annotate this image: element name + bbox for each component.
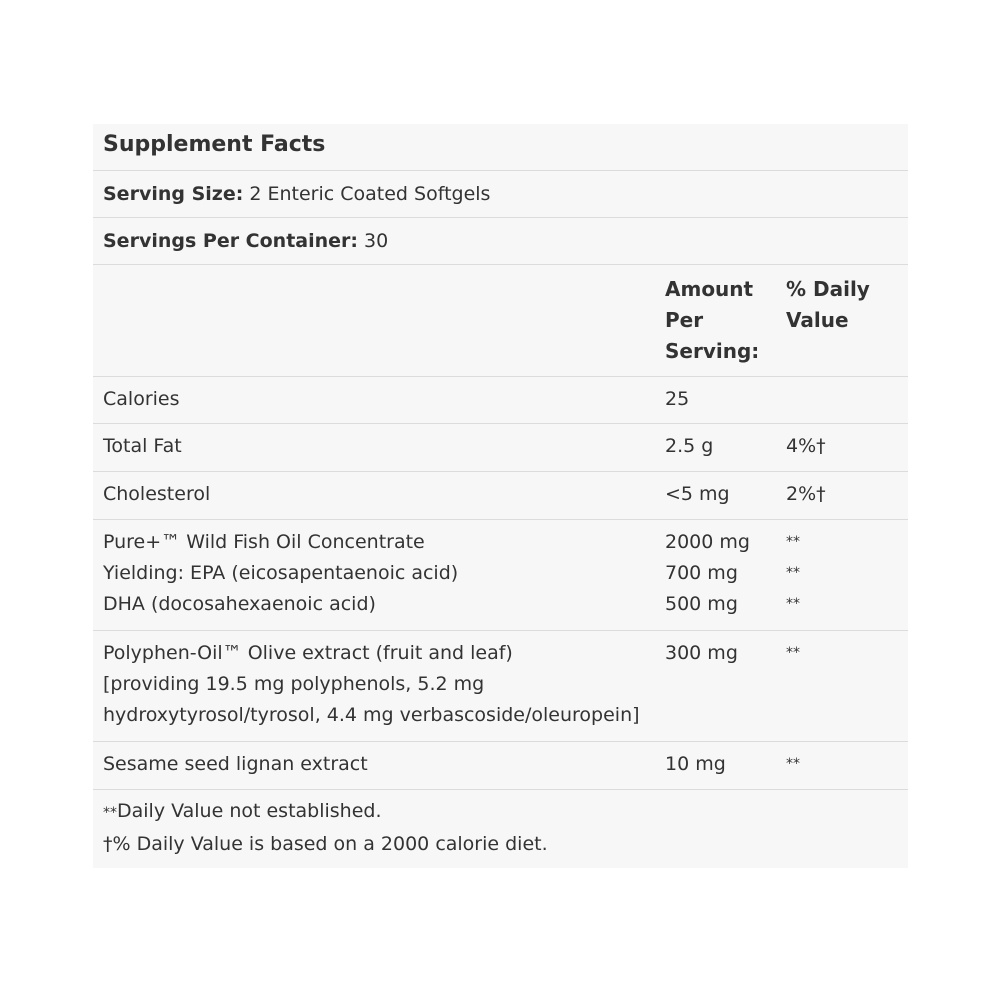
ingredient-names xyxy=(93,527,665,630)
footnote-text: Daily Value not established. xyxy=(117,800,382,822)
ingredient-amount: 300 mg xyxy=(665,642,738,664)
footnote-daily-value-basis: †% Daily Value is based on a 2000 calorie diet. xyxy=(103,833,548,855)
table-row-sesame xyxy=(93,742,908,790)
supplement-facts-panel xyxy=(93,124,908,868)
ingredient-amounts xyxy=(665,527,786,630)
daily-value-not-established-mark: ** xyxy=(786,756,800,772)
nutrient-daily-value: 4%† xyxy=(786,435,826,457)
serving-size-value: 2 Enteric Coated Softgels xyxy=(243,183,491,205)
daily-value-not-established-mark: ** xyxy=(786,565,800,581)
ingredient-daily-value xyxy=(786,749,908,789)
nutrient-name: Calories xyxy=(103,388,180,410)
footnote-stars: ** xyxy=(103,805,117,821)
nutrient-name: Cholesterol xyxy=(103,483,211,505)
panel-title: Supplement Facts xyxy=(103,132,326,157)
ingredient-daily-values xyxy=(786,527,908,630)
amount-header-line: Serving: xyxy=(665,339,760,363)
daily-value-not-established-mark: ** xyxy=(786,534,800,550)
nutrient-amount: 25 xyxy=(665,388,690,410)
footnotes xyxy=(93,790,908,868)
ingredient-daily-value xyxy=(786,638,908,741)
header-blank-cell xyxy=(93,274,665,376)
amount-header xyxy=(665,274,786,376)
ingredient-name-line: hydroxytyrosol/tyrosol, 4.4 mg verbascoside/oleuropein] xyxy=(103,704,640,726)
nutrient-daily-value: 2%† xyxy=(786,483,826,505)
column-header-row xyxy=(93,265,908,377)
ingredient-name-line: DHA (docosahexaenoic acid) xyxy=(103,593,376,615)
ingredient-name: Sesame seed lignan extract xyxy=(103,753,368,775)
daily-value-header-line: Value xyxy=(786,308,849,332)
daily-value-not-established-mark: ** xyxy=(786,645,800,661)
ingredient-amount: 700 mg xyxy=(665,562,738,584)
servings-per-container-row xyxy=(93,218,908,265)
ingredient-name-line: [providing 19.5 mg polyphenols, 5.2 mg xyxy=(103,673,485,695)
daily-value-not-established-mark: ** xyxy=(786,596,800,612)
nutrient-name: Total Fat xyxy=(103,435,182,457)
serving-size-label: Serving Size: xyxy=(103,183,244,205)
title-row xyxy=(93,124,908,171)
nutrient-daily-value xyxy=(786,384,908,423)
table-row-total-fat xyxy=(93,424,908,472)
table-row-cholesterol xyxy=(93,472,908,520)
daily-value-header xyxy=(786,274,908,376)
ingredient-names xyxy=(93,638,665,741)
ingredient-name-line: Pure+™ Wild Fish Oil Concentrate xyxy=(103,531,425,553)
ingredient-name-line: Yielding: EPA (eicosapentaenoic acid) xyxy=(103,562,459,584)
daily-value-header-line: % Daily xyxy=(786,277,870,301)
ingredient-amount: 10 mg xyxy=(665,753,726,775)
amount-header-line: Per xyxy=(665,308,704,332)
serving-size-row xyxy=(93,171,908,218)
servings-per-container-label: Servings Per Container: xyxy=(103,230,359,252)
servings-per-container-value: 30 xyxy=(358,230,389,252)
amount-header-line: Amount xyxy=(665,277,754,301)
table-row-calories xyxy=(93,377,908,424)
ingredient-amount: 2000 mg xyxy=(665,531,750,553)
table-row-olive-extract xyxy=(93,631,908,742)
nutrient-amount: 2.5 g xyxy=(665,435,714,457)
footnote-daily-value-not-established xyxy=(103,796,908,829)
table-row-fish-oil xyxy=(93,520,908,631)
ingredient-name-line: Polyphen-Oil™ Olive extract (fruit and leaf) xyxy=(103,642,513,664)
nutrient-amount: <5 mg xyxy=(665,483,730,505)
ingredient-amount: 500 mg xyxy=(665,593,738,615)
